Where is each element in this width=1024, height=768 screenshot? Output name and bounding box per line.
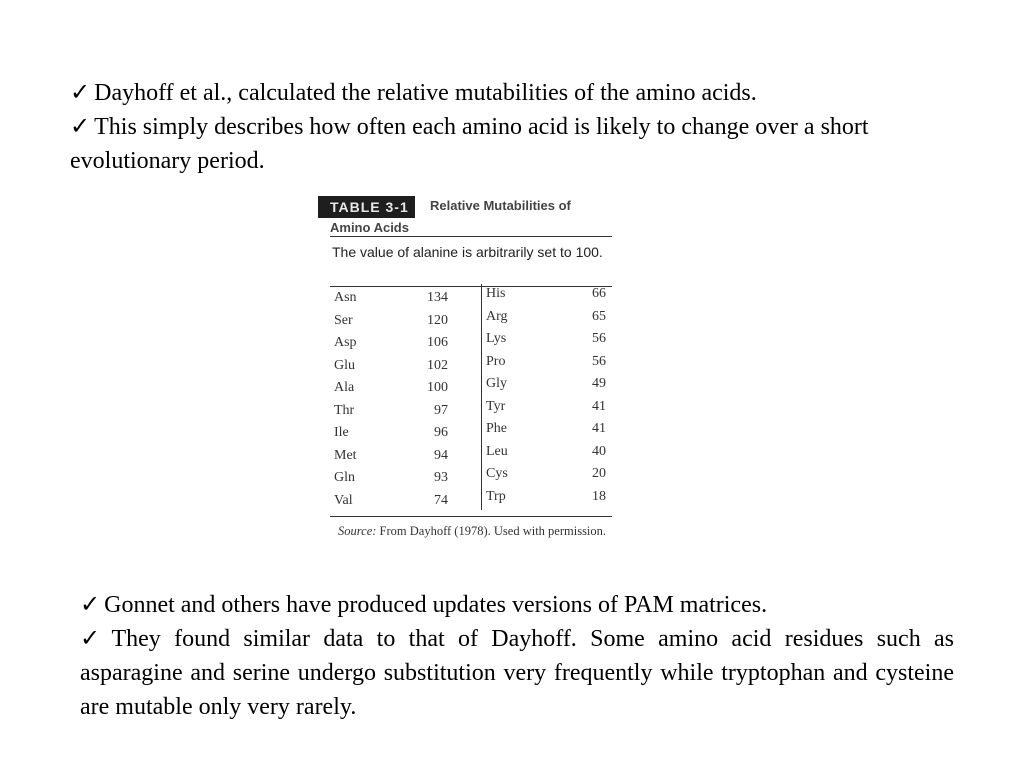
- table-rule-top: [330, 236, 612, 237]
- table-row: [334, 470, 474, 493]
- table-header: [318, 196, 618, 236]
- table-row: [334, 493, 474, 516]
- amino-acid: Met: [334, 447, 357, 463]
- left-column: [334, 290, 474, 515]
- mutability-value: 66: [592, 286, 606, 301]
- table-row: [334, 403, 474, 426]
- table-row: [334, 335, 474, 358]
- amino-acid: Ser: [334, 312, 353, 328]
- mutability-value: 74: [434, 492, 448, 508]
- table-columns: [330, 286, 614, 510]
- amino-acid: Gly: [486, 376, 507, 391]
- table-row: [486, 444, 618, 467]
- bottom-bullet-list: [80, 588, 954, 724]
- amino-acid: Leu: [486, 443, 508, 459]
- amino-acid: Glu: [334, 357, 355, 373]
- table-number-label: TABLE 3-1: [318, 196, 415, 218]
- checkmark-icon: ✓: [80, 626, 108, 652]
- mutability-table-image: [318, 190, 618, 566]
- mutability-value: 56: [592, 331, 606, 346]
- table-row: [486, 466, 618, 489]
- table-row: [334, 425, 474, 448]
- bullet-text: Dayhoff et al., calculated the relative mutabilities of the amino acids.: [94, 80, 757, 106]
- table-row: [334, 290, 474, 313]
- mutability-value: 40: [592, 443, 606, 459]
- table-row: [334, 313, 474, 336]
- mutability-value: 93: [434, 470, 448, 485]
- amino-acid: Trp: [486, 488, 506, 504]
- amino-acid: Phe: [486, 421, 507, 436]
- right-column: [486, 286, 618, 511]
- table-row: [486, 489, 618, 512]
- amino-acid: Gln: [334, 470, 355, 485]
- source-label: Source:: [338, 524, 377, 538]
- amino-acid: Cys: [486, 466, 508, 481]
- mutability-value: 96: [434, 425, 448, 440]
- amino-acid: Asn: [334, 290, 357, 305]
- mutability-value: 134: [427, 290, 448, 305]
- table-title-line1: Relative Mutabilities of: [430, 198, 571, 213]
- amino-acid: Lys: [486, 331, 507, 346]
- table-row: [334, 380, 474, 403]
- table-row: [486, 421, 618, 444]
- table-source-note: [338, 522, 618, 540]
- amino-acid: Ile: [334, 425, 349, 440]
- mutability-value: 100: [427, 380, 448, 395]
- mutability-value: 65: [592, 308, 606, 324]
- amino-acid: Pro: [486, 353, 506, 369]
- mutability-value: 41: [592, 421, 606, 436]
- table-row: [334, 358, 474, 381]
- source-text: From Dayhoff (1978). Used with permission.: [379, 524, 607, 538]
- mutability-value: 106: [427, 335, 448, 350]
- mutability-value: 20: [592, 466, 606, 481]
- checkmark-icon: ✓: [70, 114, 91, 140]
- table-row: [486, 331, 618, 354]
- table-title-line2: Amino Acids: [330, 220, 409, 235]
- mutability-value: 56: [592, 353, 606, 369]
- table-row: [486, 376, 618, 399]
- mutability-value: 49: [592, 376, 606, 391]
- amino-acid: Thr: [334, 402, 355, 418]
- table-row: [486, 399, 618, 422]
- mutability-value: 18: [592, 488, 606, 504]
- amino-acid: Arg: [486, 308, 508, 324]
- checkmark-icon: ✓: [80, 592, 101, 618]
- mutability-value: 120: [427, 312, 448, 328]
- table-row: [486, 309, 618, 332]
- amino-acid: Tyr: [486, 398, 506, 414]
- bullet-text: They found similar data to that of Dayhoff. Some amino acid residues such as asparagine and serine undergo substitution very frequently while tryptophan and cysteine are mutable only very rarely.: [80, 626, 955, 720]
- amino-acid: Asp: [334, 335, 357, 350]
- table-caption: The value of alanine is arbitrarily set to 100.: [332, 244, 603, 260]
- bullet-item: [80, 588, 954, 622]
- bullet-item: [70, 110, 954, 178]
- mutability-value: 97: [434, 402, 448, 418]
- table-row: [334, 448, 474, 471]
- table-row: [486, 286, 618, 309]
- mutability-value: 102: [427, 357, 448, 373]
- top-bullet-list: [70, 76, 954, 178]
- amino-acid: His: [486, 286, 506, 301]
- checkmark-icon: ✓: [70, 80, 91, 106]
- amino-acid: Ala: [334, 380, 355, 395]
- bullet-item: [80, 622, 954, 724]
- bullet-text: Gonnet and others have produced updates versions of PAM matrices.: [104, 592, 768, 618]
- table-rule-bottom: [330, 516, 612, 517]
- mutability-value: 94: [434, 447, 448, 463]
- table-row: [486, 354, 618, 377]
- column-divider: [481, 284, 482, 510]
- amino-acid: Val: [334, 492, 353, 508]
- mutability-value: 41: [592, 398, 606, 414]
- bullet-item: [70, 76, 954, 110]
- bullet-text: This simply describes how often each amino acid is likely to change over a short evolutionary period.: [70, 114, 869, 174]
